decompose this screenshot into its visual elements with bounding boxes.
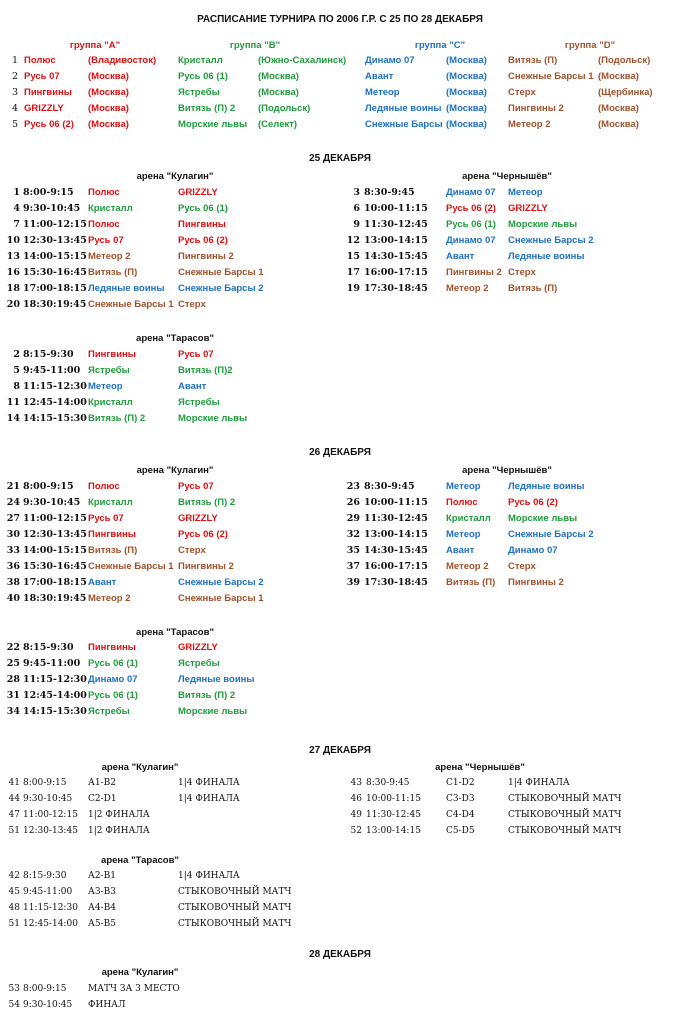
game-team-away: СТЫКОВОЧНЫЙ МАТЧ <box>178 919 292 929</box>
group-header: группа "B" <box>229 40 281 51</box>
game-team-home: Пингвины <box>88 529 136 540</box>
arena-title: арена "Чернышёв" <box>435 762 525 773</box>
game-team-home: Динамо 07 <box>88 674 138 685</box>
game-team-home: Ястребы <box>88 706 130 717</box>
game-number: 45 <box>8 887 20 897</box>
game-team-away: Ястребы <box>178 397 220 408</box>
game-team-home: Авант <box>446 251 475 262</box>
arena-title: арена "Кулагин" <box>136 465 214 476</box>
group-team-city: (Москва) <box>88 87 129 98</box>
game-time: 13:00-14:15 <box>364 235 428 246</box>
game-time: 12:30-13:45 <box>23 826 78 836</box>
game-time: 12:30-13:45 <box>23 529 87 540</box>
game-team-home: Динамо 07 <box>446 235 496 246</box>
game-team-home: Пингвины <box>88 642 136 653</box>
game-number: 36 <box>6 561 20 572</box>
group-team: Пингвины 2 <box>508 103 564 114</box>
game-time: 16:00-17:15 <box>364 561 428 572</box>
arena-title: арена "Кулагин" <box>136 171 214 182</box>
game-time: 11:30-12:45 <box>364 219 428 230</box>
game-time: 11:00-12:15 <box>23 810 78 820</box>
group-team-city: (Москва) <box>446 103 487 114</box>
group-team-city: (Селект) <box>258 119 298 130</box>
game-time: 16:00-17:15 <box>364 267 428 278</box>
game-team-away: Ледяные воины <box>178 674 255 685</box>
game-team-home: Русь 06 (1) <box>88 658 138 669</box>
game-team-home: Русь 06 (1) <box>446 219 496 230</box>
group-team-city: (Москва) <box>258 87 299 98</box>
group-row-number: 2 <box>11 71 18 82</box>
game-team-away: Снежные Барсы 2 <box>178 283 264 294</box>
game-team-away: Ястребы <box>178 658 220 669</box>
game-time: 18:30:19:45 <box>23 299 87 310</box>
game-number: 52 <box>350 826 362 836</box>
game-team-home: Витязь (П) 2 <box>88 413 146 424</box>
game-team-home: Метеор 2 <box>446 283 489 294</box>
game-team-away: Снежные Барсы 1 <box>178 593 264 604</box>
game-time: 11:00-12:15 <box>23 513 87 524</box>
game-time: 9:30-10:45 <box>23 1000 73 1010</box>
arena-title: арена "Тарасов" <box>136 333 214 344</box>
game-team-away: 1|4 ФИНАЛА <box>178 794 240 804</box>
game-team-away: Стерх <box>178 299 206 310</box>
game-team-away: Пингвины 2 <box>508 577 564 588</box>
game-team-away: Динамо 07 <box>508 545 558 556</box>
game-team-home: С4-D4 <box>446 810 475 820</box>
game-time: 13:00-14:15 <box>364 529 428 540</box>
game-time: 14:00-15:15 <box>23 251 87 262</box>
game-team-away: Авант <box>178 381 207 392</box>
game-team-away: Пингвины <box>178 219 226 230</box>
game-team-away: Стерх <box>178 545 206 556</box>
game-team-home: Ледяные воины <box>88 283 165 294</box>
game-number: 51 <box>8 826 20 836</box>
game-number: 15 <box>346 251 360 262</box>
group-team: Русь 07 <box>24 71 60 82</box>
game-time: 17:30-18:45 <box>364 283 428 294</box>
game-time: 9:45-11:00 <box>23 887 73 897</box>
game-time: 9:30-10:45 <box>23 794 73 804</box>
game-number: 21 <box>6 481 20 492</box>
game-time: 11:00-12:15 <box>23 219 87 230</box>
game-team-home: С2-D1 <box>88 794 117 804</box>
game-number: 17 <box>346 267 360 278</box>
game-team-away: СТЫКОВОЧНЫЙ МАТЧ <box>508 826 622 836</box>
game-time: 8:00-9:15 <box>23 481 74 492</box>
game-team-home: Динамо 07 <box>446 187 496 198</box>
game-time: 14:30-15:45 <box>364 545 428 556</box>
group-row-number: 4 <box>11 103 18 114</box>
game-number: 22 <box>6 642 20 653</box>
game-team-home: Метеор 2 <box>88 593 131 604</box>
game-time: 15:30-16:45 <box>23 561 87 572</box>
game-number: 28 <box>6 674 20 685</box>
game-number: 44 <box>8 794 20 804</box>
group-row-number: 1 <box>11 55 18 66</box>
game-time: 11:30-12:45 <box>366 810 421 820</box>
group-team: Динамо 07 <box>365 55 415 66</box>
game-time: 10:00-11:15 <box>364 497 428 508</box>
day-title: 25 ДЕКАБРЯ <box>309 153 371 164</box>
game-time: 17:00-18:15 <box>23 577 87 588</box>
game-number: 41 <box>8 778 20 788</box>
game-team-home: Полюс <box>88 187 120 198</box>
game-team-away: Витязь (П) <box>508 283 558 294</box>
game-time: 11:30-12:45 <box>364 513 428 524</box>
game-team-away: Морские львы <box>178 706 248 717</box>
game-time: 17:00-18:15 <box>23 283 87 294</box>
game-number: 40 <box>6 593 20 604</box>
group-team: GRIZZLY <box>24 103 64 114</box>
game-time: 13:00-14:15 <box>366 826 421 836</box>
game-time: 9:30-10:45 <box>23 203 81 214</box>
group-header: группа "D" <box>564 40 616 51</box>
group-team: Кристалл <box>178 55 223 66</box>
group-team: Полюс <box>24 55 56 66</box>
game-time: 12:45-14:00 <box>23 397 87 408</box>
game-number: 23 <box>346 481 360 492</box>
group-team: Снежные Барсы 1 <box>508 71 594 82</box>
game-team-home: Метеор <box>88 381 123 392</box>
game-team-home: Авант <box>88 577 117 588</box>
game-team-away: Русь 07 <box>178 481 214 492</box>
game-number: 5 <box>13 365 20 376</box>
game-team-away: Пингвины 2 <box>178 251 234 262</box>
game-team-home: А3-В3 <box>88 887 116 897</box>
game-number: 54 <box>8 1000 20 1010</box>
game-team-home: Кристалл <box>446 513 491 524</box>
game-time: 14:15-15:30 <box>23 706 87 717</box>
group-team-city: (Москва) <box>88 103 129 114</box>
game-number: 18 <box>6 283 20 294</box>
game-time: 12:30-13:45 <box>23 235 87 246</box>
game-team-home: Метеор 2 <box>88 251 131 262</box>
group-team: Авант <box>365 71 394 82</box>
game-team-away: СТЫКОВОЧНЫЙ МАТЧ <box>178 887 292 897</box>
group-team: Витязь (П) <box>508 55 558 66</box>
group-row-number: 3 <box>11 87 18 98</box>
game-time: 8:30-9:45 <box>364 481 415 492</box>
game-team-home: А1-В2 <box>88 778 116 788</box>
game-number: 1 <box>13 187 20 198</box>
game-team-away: Метеор <box>508 187 543 198</box>
game-time: 8:00-9:15 <box>23 187 74 198</box>
game-team-home: Авант <box>446 545 475 556</box>
group-team: Пингвины <box>24 87 72 98</box>
game-number: 42 <box>8 871 20 881</box>
group-team: Ледяные воины <box>365 103 442 114</box>
game-team-away: GRIZZLY <box>178 187 218 198</box>
game-time: 8:15-9:30 <box>23 349 74 360</box>
game-team-away: Морские львы <box>178 413 248 424</box>
game-team-home: Ястребы <box>88 365 130 376</box>
group-team-city: (Москва) <box>258 71 299 82</box>
game-team-away: СТЫКОВОЧНЫЙ МАТЧ <box>508 810 622 820</box>
game-number: 46 <box>350 794 362 804</box>
game-number: 20 <box>6 299 20 310</box>
group-header: группа "A" <box>69 40 121 51</box>
group-team: Метеор 2 <box>508 119 551 130</box>
group-header: группа "C" <box>414 40 466 51</box>
day-title: 26 ДЕКАБРЯ <box>309 447 371 458</box>
game-time: 9:45-11:00 <box>23 365 81 376</box>
group-team: Витязь (П) 2 <box>178 103 236 114</box>
game-team-away: 1|4 ФИНАЛА <box>178 778 240 788</box>
group-team-city: (Москва) <box>598 119 639 130</box>
game-number: 24 <box>6 497 20 508</box>
game-team-home: Пингвины 2 <box>446 267 502 278</box>
game-time: 8:15-9:30 <box>23 642 74 653</box>
game-team-home: Метеор 2 <box>446 561 489 572</box>
game-number: 31 <box>6 690 20 701</box>
game-team-away: Снежные Барсы 2 <box>508 235 594 246</box>
game-team-home: Снежные Барсы 1 <box>88 299 174 310</box>
game-time: 14:00-15:15 <box>23 545 87 556</box>
game-team-home: Русь 06 (1) <box>88 690 138 701</box>
game-time: 12:45-14:00 <box>23 690 87 701</box>
game-team-home: Метеор <box>446 481 481 492</box>
game-team-home: Полюс <box>446 497 478 508</box>
game-number: 38 <box>6 577 20 588</box>
game-team-home: А2-В1 <box>88 871 116 881</box>
game-number: 8 <box>13 381 20 392</box>
game-team-home: Полюс <box>88 481 120 492</box>
group-team-city: (Москва) <box>446 87 487 98</box>
game-team-away: Витязь (П)2 <box>178 365 233 376</box>
game-team-home: Русь 06 (2) <box>446 203 496 214</box>
arena-title: арена "Кулагин" <box>101 967 179 978</box>
game-number: 10 <box>6 235 20 246</box>
group-team-city: (Москва) <box>88 119 129 130</box>
game-number: 7 <box>13 219 20 230</box>
group-team-city: (Москва) <box>598 71 639 82</box>
game-number: 14 <box>6 413 20 424</box>
group-team-city: (Москва) <box>446 119 487 130</box>
game-number: 35 <box>346 545 360 556</box>
game-team-home: МАТЧ ЗА 3 МЕСТО <box>88 984 180 994</box>
game-team-away: 1|4 ФИНАЛА <box>508 778 570 788</box>
game-team-away: GRIZZLY <box>178 642 218 653</box>
game-number: 32 <box>346 529 360 540</box>
game-time: 18:30:19:45 <box>23 593 87 604</box>
game-number: 27 <box>6 513 20 524</box>
group-team: Стерх <box>508 87 536 98</box>
day-title: 28 ДЕКАБРЯ <box>309 949 371 960</box>
group-team: Ястребы <box>178 87 220 98</box>
game-number: 19 <box>346 283 360 294</box>
game-team-home: А4-В4 <box>88 903 116 913</box>
game-number: 53 <box>8 984 20 994</box>
game-team-home: Кристалл <box>88 397 133 408</box>
game-team-home: Снежные Барсы 1 <box>88 561 174 572</box>
group-row-number: 5 <box>11 119 18 130</box>
game-team-home: С5-D5 <box>446 826 475 836</box>
group-team: Морские львы <box>178 119 248 130</box>
game-number: 9 <box>353 219 360 230</box>
game-team-home: Кристалл <box>88 497 133 508</box>
group-team-city: (Владивосток) <box>88 55 157 66</box>
game-time: 8:30-9:45 <box>366 778 410 788</box>
game-team-away: Снежные Барсы 2 <box>508 529 594 540</box>
game-team-away: GRIZZLY <box>508 203 548 214</box>
game-team-away: Русь 06 (2) <box>178 529 228 540</box>
game-number: 30 <box>6 529 20 540</box>
game-number: 12 <box>346 235 360 246</box>
arena-title: арена "Тарасов" <box>101 855 179 866</box>
game-team-home: ФИНАЛ <box>88 1000 126 1010</box>
group-team: Снежные Барсы <box>365 119 443 130</box>
game-time: 8:15-9:30 <box>23 871 67 881</box>
game-number: 25 <box>6 658 20 669</box>
game-team-away: СТЫКОВОЧНЫЙ МАТЧ <box>508 794 622 804</box>
game-team-away: 1|4 ФИНАЛА <box>178 871 240 881</box>
game-team-home: Пингвины <box>88 349 136 360</box>
game-team-away: Ледяные воины <box>508 251 585 262</box>
game-number: 2 <box>13 349 20 360</box>
game-number: 49 <box>350 810 362 820</box>
game-number: 29 <box>346 513 360 524</box>
game-number: 34 <box>6 706 20 717</box>
game-team-away: Русь 06 (1) <box>178 203 228 214</box>
game-time: 15:30-16:45 <box>23 267 87 278</box>
game-number: 43 <box>350 778 362 788</box>
game-team-away: Русь 07 <box>178 349 214 360</box>
arena-title: арена "Кулагин" <box>101 762 179 773</box>
game-team-home: Кристалл <box>88 203 133 214</box>
game-team-away: Снежные Барсы 1 <box>178 267 264 278</box>
game-time: 8:00-9:15 <box>23 984 67 994</box>
game-team-home: Русь 07 <box>88 513 124 524</box>
game-team-away: GRIZZLY <box>178 513 218 524</box>
page-title: РАСПИСАНИЕ ТУРНИРА ПО 2006 Г.Р. С 25 ПО 28 ДЕКАБРЯ <box>197 14 483 25</box>
game-time: 8:30-9:45 <box>364 187 415 198</box>
game-time: 12:45-14:00 <box>23 919 78 929</box>
game-number: 37 <box>346 561 360 572</box>
group-team-city: (Южно-Сахалинск) <box>258 55 347 66</box>
group-team-city: (Щербинка) <box>598 87 653 98</box>
game-team-home: Витязь (П) <box>88 267 138 278</box>
game-time: 11:15-12:30 <box>23 903 78 913</box>
game-team-away: Морские львы <box>508 219 578 230</box>
game-team-away: Стерх <box>508 561 536 572</box>
arena-title: арена "Тарасов" <box>136 627 214 638</box>
game-team-home: С1-D2 <box>446 778 475 788</box>
group-team-city: (Москва) <box>446 71 487 82</box>
game-team-away: Снежные Барсы 2 <box>178 577 264 588</box>
game-team-home: А5-В5 <box>88 919 116 929</box>
game-time: 14:15-15:30 <box>23 413 87 424</box>
game-time: 9:45-11:00 <box>23 658 81 669</box>
game-team-home: Русь 07 <box>88 235 124 246</box>
game-team-away: Стерх <box>508 267 536 278</box>
game-team-away: Русь 06 (2) <box>178 235 228 246</box>
game-time: 11:15-12:30 <box>23 381 87 392</box>
game-time: 8:00-9:15 <box>23 778 67 788</box>
game-team-home: 1|2 ФИНАЛА <box>88 826 150 836</box>
group-team-city: (Москва) <box>598 103 639 114</box>
group-team: Русь 06 (2) <box>24 119 74 130</box>
game-team-away: Ледяные воины <box>508 481 585 492</box>
game-team-away: Русь 06 (2) <box>508 497 558 508</box>
game-team-away: Пингвины 2 <box>178 561 234 572</box>
day-title: 27 ДЕКАБРЯ <box>309 745 371 756</box>
game-number: 3 <box>353 187 360 198</box>
game-team-away: Витязь (П) 2 <box>178 497 236 508</box>
arena-title: арена "Чернышёв" <box>462 171 552 182</box>
game-team-home: Витязь (П) <box>88 545 138 556</box>
game-team-home: Витязь (П) <box>446 577 496 588</box>
game-number: 16 <box>6 267 20 278</box>
game-number: 6 <box>353 203 360 214</box>
group-team-city: (Москва) <box>88 71 129 82</box>
game-time: 10:00-11:15 <box>364 203 428 214</box>
game-team-away: СТЫКОВОЧНЫЙ МАТЧ <box>178 903 292 913</box>
group-team-city: (Подольск) <box>258 103 311 114</box>
game-number: 48 <box>8 903 20 913</box>
game-number: 13 <box>6 251 20 262</box>
arena-title: арена "Чернышёв" <box>462 465 552 476</box>
game-number: 26 <box>346 497 360 508</box>
game-time: 10:00-11:15 <box>366 794 421 804</box>
game-time: 14:30-15:45 <box>364 251 428 262</box>
game-time: 9:30-10:45 <box>23 497 81 508</box>
game-number: 33 <box>6 545 20 556</box>
game-team-home: Полюс <box>88 219 120 230</box>
game-number: 51 <box>8 919 20 929</box>
game-team-home: Метеор <box>446 529 481 540</box>
group-team-city: (Москва) <box>446 55 487 66</box>
game-team-home: 1|2 ФИНАЛА <box>88 810 150 820</box>
group-team-city: (Подольск) <box>598 55 651 66</box>
game-number: 11 <box>6 397 20 408</box>
game-time: 11:15-12:30 <box>23 674 87 685</box>
game-number: 39 <box>346 577 360 588</box>
game-team-away: Морские львы <box>508 513 578 524</box>
group-team: Метеор <box>365 87 400 98</box>
game-team-away: Витязь (П) 2 <box>178 690 236 701</box>
game-time: 17:30-18:45 <box>364 577 428 588</box>
game-team-home: С3-D3 <box>446 794 475 804</box>
game-number: 4 <box>13 203 20 214</box>
group-team: Русь 06 (1) <box>178 71 228 82</box>
game-number: 47 <box>8 810 20 820</box>
